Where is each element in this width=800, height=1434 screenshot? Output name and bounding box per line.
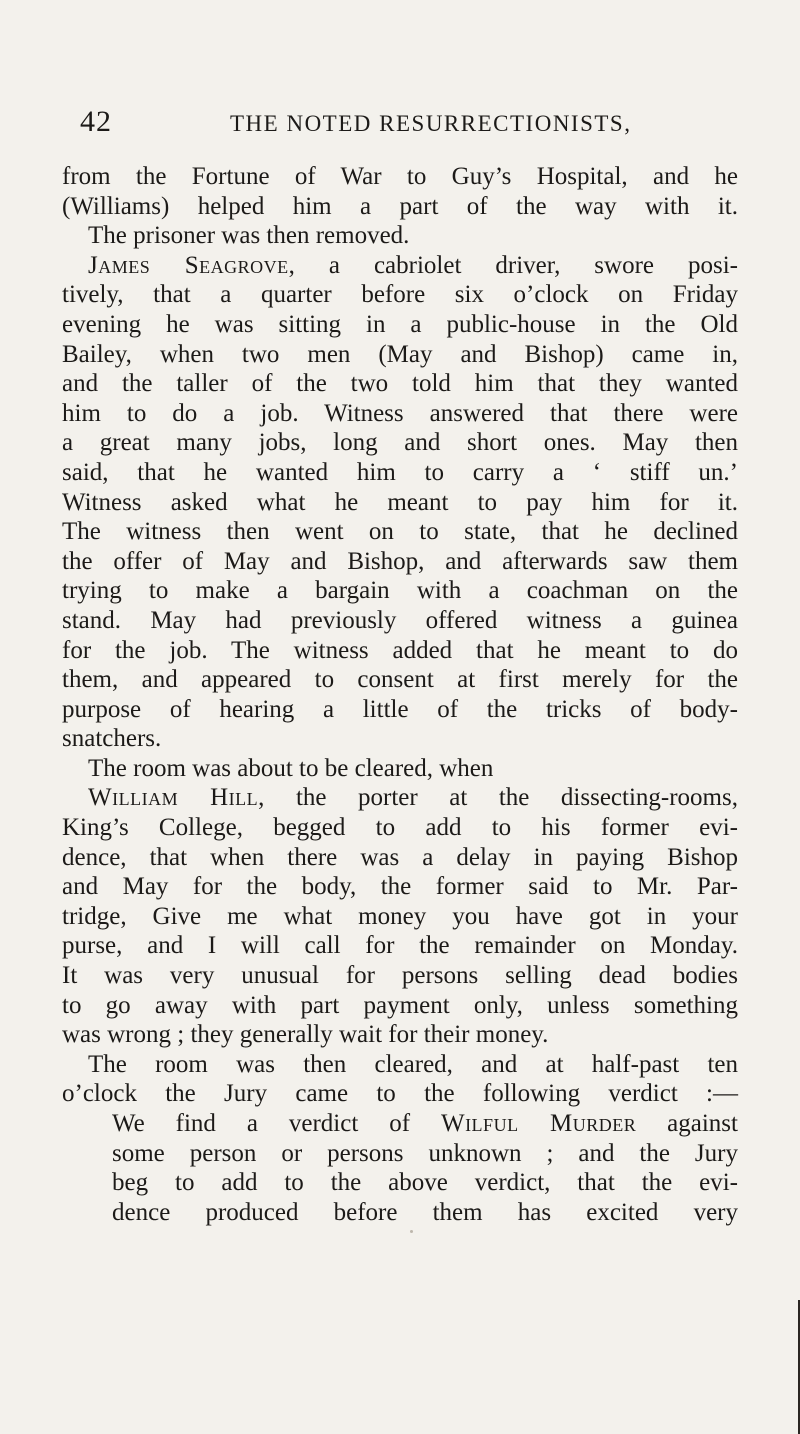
text-line: The room was then cleared, and at half-past ten [88,1050,738,1078]
text-line: beg to add to the above verdict, that the evi- [112,1169,738,1197]
text-line: him to do a job. Witness answered that there were [62,399,738,427]
text-line: to go away with part payment only, unless something [62,991,738,1019]
page-number: 42 [80,105,112,138]
text-line: William Hill, the porter at the dissecting-rooms, [88,784,738,812]
text-line: dence produced before them has excited very [112,1198,738,1226]
text-line: The room was about to be cleared, when [88,754,494,782]
text-line: was wrong ; they generally wait for their money. [62,1021,549,1049]
text-line: snatchers. [62,725,162,753]
text-line: for the job. The witness added that he meant to do [62,636,738,664]
page-header [80,105,740,145]
text-line: them, and appeared to consent at first merely for the [62,666,738,694]
text-line: and the taller of the two told him that they wanted [62,370,738,398]
text-line: o’clock the Jury came to the following verdict :— [62,1080,738,1108]
text-line: dence, that when there was a delay in paying Bishop [62,843,738,871]
text-line: Bailey, when two men (May and Bishop) came in, [62,340,738,368]
text-line: (Williams) helped him a part of the way with it. [62,192,738,220]
text-line: tridge, Give me what money you have got in your [62,902,738,930]
text-line: The witness then went on to state, that he declined [62,518,738,546]
text-line: King’s College, begged to add to his former evi- [62,814,738,842]
text-line: trying to make a bargain with a coachman on the [62,577,738,605]
text-line: from the Fortune of War to Guy’s Hospital, and he [62,163,738,190]
small-caps-name: James Seagrove [88,251,289,279]
text-line: We find a verdict of Wilful Murder against [112,1110,738,1137]
text-line: said, that he wanted him to carry a ‘ stiff un.’ [62,458,738,486]
text-line: The prisoner was then removed. [88,222,410,250]
text-line: purse, and I will call for the remainder on Monday. [62,932,738,960]
running-head: THE NOTED RESURRECTIONISTS, [230,111,632,136]
text-line: purpose of hearing a little of the tricks of body- [62,695,738,723]
text-line: and May for the body, the former said to Mr. Par- [62,873,738,901]
small-caps-name: Wilful Murder [440,1110,637,1137]
text-line: the offer of May and Bishop, and afterwards saw them [62,547,738,575]
body-text [62,162,738,1227]
text-line: some person or persons unknown ; and the Jury [112,1139,738,1167]
text-line: a great many jobs, long and short ones. May then [62,429,738,457]
text-line: Witness asked what he meant to pay him for it. [62,488,738,516]
text-line: tively, that a quarter before six o’clock on Friday [62,281,738,309]
text-line: James Seagrove, a cabriolet driver, swore posi- [88,251,738,279]
small-caps-name: William Hill [88,784,259,812]
text-line: It was very unusual for persons selling dead bodies [62,962,738,990]
text-line: stand. May had previously offered witness a guinea [62,606,738,634]
paper-speck [410,1230,413,1233]
text-line: evening he was sitting in a public-house in the Old [62,310,738,338]
